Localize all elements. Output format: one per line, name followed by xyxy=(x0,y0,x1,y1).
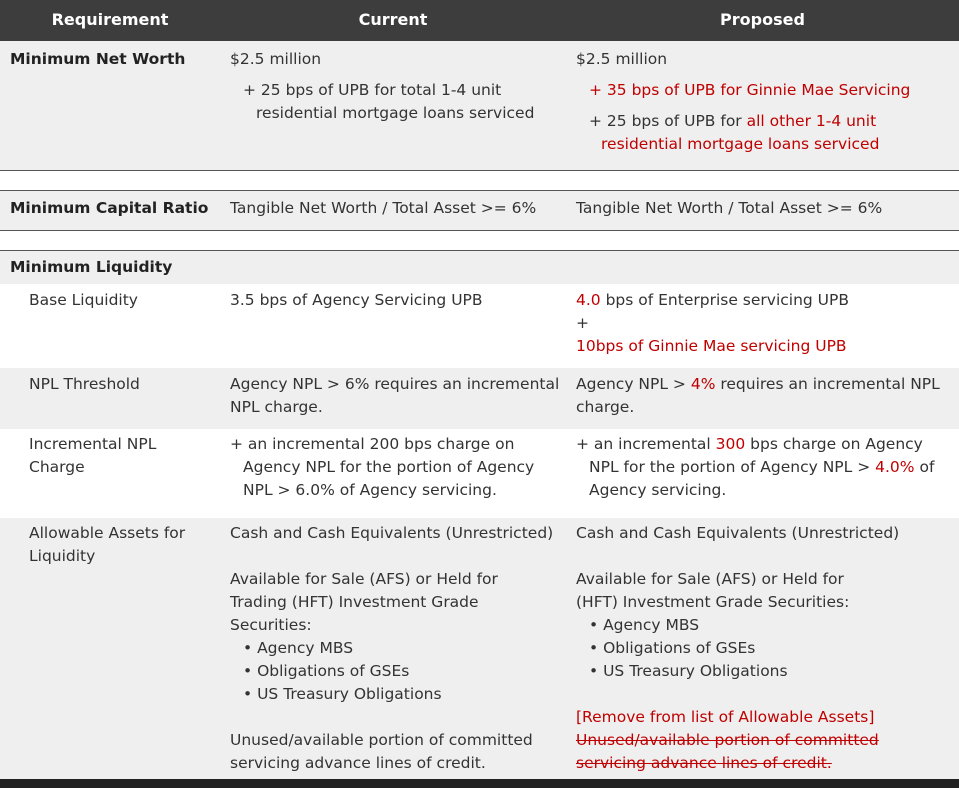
npl-charge-label-b: Charge xyxy=(29,458,85,476)
divider xyxy=(0,170,959,171)
npl-threshold-current-b: NPL charge. xyxy=(230,398,323,416)
allowable-proposed-remove-note: [Remove from list of Allowable Assets] xyxy=(576,708,875,726)
npl-threshold-proposed-post: requires an incremental NPL xyxy=(715,375,940,393)
base-liquidity-current: 3.5 bps of Agency Servicing UPB xyxy=(230,291,483,309)
npl-threshold-current-a: Agency NPL > 6% requires an incremental xyxy=(230,375,560,393)
row-base-liquidity xyxy=(0,284,959,368)
npl-charge-proposed-a-pre: + an incremental xyxy=(576,435,716,453)
base-liquidity-proposed-plus: + xyxy=(576,314,589,332)
row-npl-threshold xyxy=(0,368,959,429)
allowable-proposed-bullet: • Agency MBS xyxy=(589,616,700,634)
net-worth-current-bps: + 25 bps of UPB for total 1-4 unit xyxy=(243,81,502,99)
bullet-text: Obligations of GSEs xyxy=(257,662,410,680)
allowable-current-bullet: • Obligations of GSEs xyxy=(243,662,410,680)
allowable-current-bullet: • US Treasury Obligations xyxy=(243,685,442,703)
net-worth-proposed-other-cont: residential mortgage loans serviced xyxy=(601,135,880,153)
npl-charge-label-a: Incremental NPL xyxy=(29,435,157,453)
row-liquidity-heading xyxy=(0,251,959,284)
npl-threshold-proposed-red: 4% xyxy=(690,375,716,393)
allowable-current-bullet: • Agency MBS xyxy=(243,639,354,657)
base-liquidity-proposed-ginnie: 10bps of Ginnie Mae servicing UPB xyxy=(576,337,847,355)
npl-charge-proposed-a-post: bps charge on Agency xyxy=(745,435,923,453)
net-worth-proposed-other xyxy=(589,110,876,133)
capital-ratio-proposed: Tangible Net Worth / Total Asset >= 6% xyxy=(576,199,883,217)
allowable-label-a: Allowable Assets for xyxy=(29,524,186,542)
table-header xyxy=(0,0,959,41)
allowable-proposed-unused-b-struck: servicing advance lines of credit. xyxy=(576,754,832,772)
net-worth-current-bps-cont: residential mortgage loans serviced xyxy=(256,104,535,122)
npl-charge-proposed-b-pre: NPL for the portion of Agency NPL > xyxy=(589,458,876,476)
npl-threshold-proposed-b: charge. xyxy=(576,398,635,416)
allowable-proposed-afs-b: (HFT) Investment Grade Securities: xyxy=(576,593,850,611)
header-requirement: Requirement xyxy=(51,10,169,29)
npl-charge-proposed-b-post: of xyxy=(914,458,935,476)
bullet-text: Agency MBS xyxy=(603,616,700,634)
base-liquidity-proposed-enterprise xyxy=(576,289,849,312)
bullet-text: US Treasury Obligations xyxy=(603,662,788,680)
net-worth-proposed-ginnie: + 35 bps of UPB for Ginnie Mae Servicing xyxy=(589,81,911,99)
npl-charge-proposed-c: Agency servicing. xyxy=(589,481,727,499)
base-liquidity-label: Base Liquidity xyxy=(29,291,138,309)
row-capital-ratio xyxy=(0,191,959,230)
allowable-current-afs-c: Securities: xyxy=(230,616,312,634)
net-worth-current-base: $2.5 million xyxy=(230,50,322,68)
allowable-label-b: Liquidity xyxy=(29,547,96,565)
npl-threshold-proposed-pre: Agency NPL > xyxy=(576,375,691,393)
allowable-proposed-bullet: • US Treasury Obligations xyxy=(589,662,788,680)
allowable-current-afs-a: Available for Sale (AFS) or Held for xyxy=(230,570,498,588)
allowable-current-afs-b: Trading (HFT) Investment Grade xyxy=(230,593,479,611)
bullet-text: Agency MBS xyxy=(257,639,354,657)
npl-charge-proposed-b-red: 4.0% xyxy=(875,458,915,476)
net-worth-proposed-other-red: all other 1-4 unit xyxy=(746,112,877,130)
npl-charge-proposed-a xyxy=(576,433,923,456)
allowable-current-unused-a: Unused/available portion of committed xyxy=(230,731,533,749)
row-allowable-assets xyxy=(0,518,959,779)
allowable-current-unused-b: servicing advance lines of credit. xyxy=(230,754,486,772)
base-liquidity-proposed-rest: bps of Enterprise servicing UPB xyxy=(600,291,849,309)
allowable-proposed-bullet: • Obligations of GSEs xyxy=(589,639,756,657)
npl-threshold-label: NPL Threshold xyxy=(29,375,140,393)
bullet-text: US Treasury Obligations xyxy=(257,685,442,703)
allowable-current-cash: Cash and Cash Equivalents (Unrestricted) xyxy=(230,524,554,542)
header-proposed: Proposed xyxy=(720,10,805,29)
capital-ratio-current: Tangible Net Worth / Total Asset >= 6% xyxy=(230,199,537,217)
net-worth-proposed-other-prefix: + 25 bps of UPB for xyxy=(589,112,747,130)
net-worth-label: Minimum Net Worth xyxy=(10,50,186,68)
npl-threshold-proposed-a xyxy=(576,373,940,396)
header-current: Current xyxy=(358,10,428,29)
npl-charge-current-a: + an incremental 200 bps charge on xyxy=(230,435,515,453)
row-net-worth xyxy=(0,41,959,170)
divider xyxy=(0,230,959,231)
npl-charge-current-b: Agency NPL for the portion of Agency xyxy=(243,458,535,476)
capital-ratio-label: Minimum Capital Ratio xyxy=(10,199,209,217)
npl-charge-current-c: NPL > 6.0% of Agency servicing. xyxy=(243,481,497,499)
bullet-text: Obligations of GSEs xyxy=(603,639,756,657)
allowable-proposed-afs-a: Available for Sale (AFS) or Held for xyxy=(576,570,844,588)
npl-charge-proposed-a-red: 300 xyxy=(715,435,746,453)
net-worth-proposed-base: $2.5 million xyxy=(576,50,668,68)
allowable-proposed-unused-a-struck: Unused/available portion of committed xyxy=(576,731,879,749)
base-liquidity-proposed-red: 4.0 xyxy=(576,291,601,309)
allowable-proposed-cash: Cash and Cash Equivalents (Unrestricted) xyxy=(576,524,900,542)
table-bottom-border xyxy=(0,779,959,788)
row-npl-charge xyxy=(0,429,959,518)
liquidity-label: Minimum Liquidity xyxy=(10,258,173,276)
npl-charge-proposed-b xyxy=(589,456,934,479)
